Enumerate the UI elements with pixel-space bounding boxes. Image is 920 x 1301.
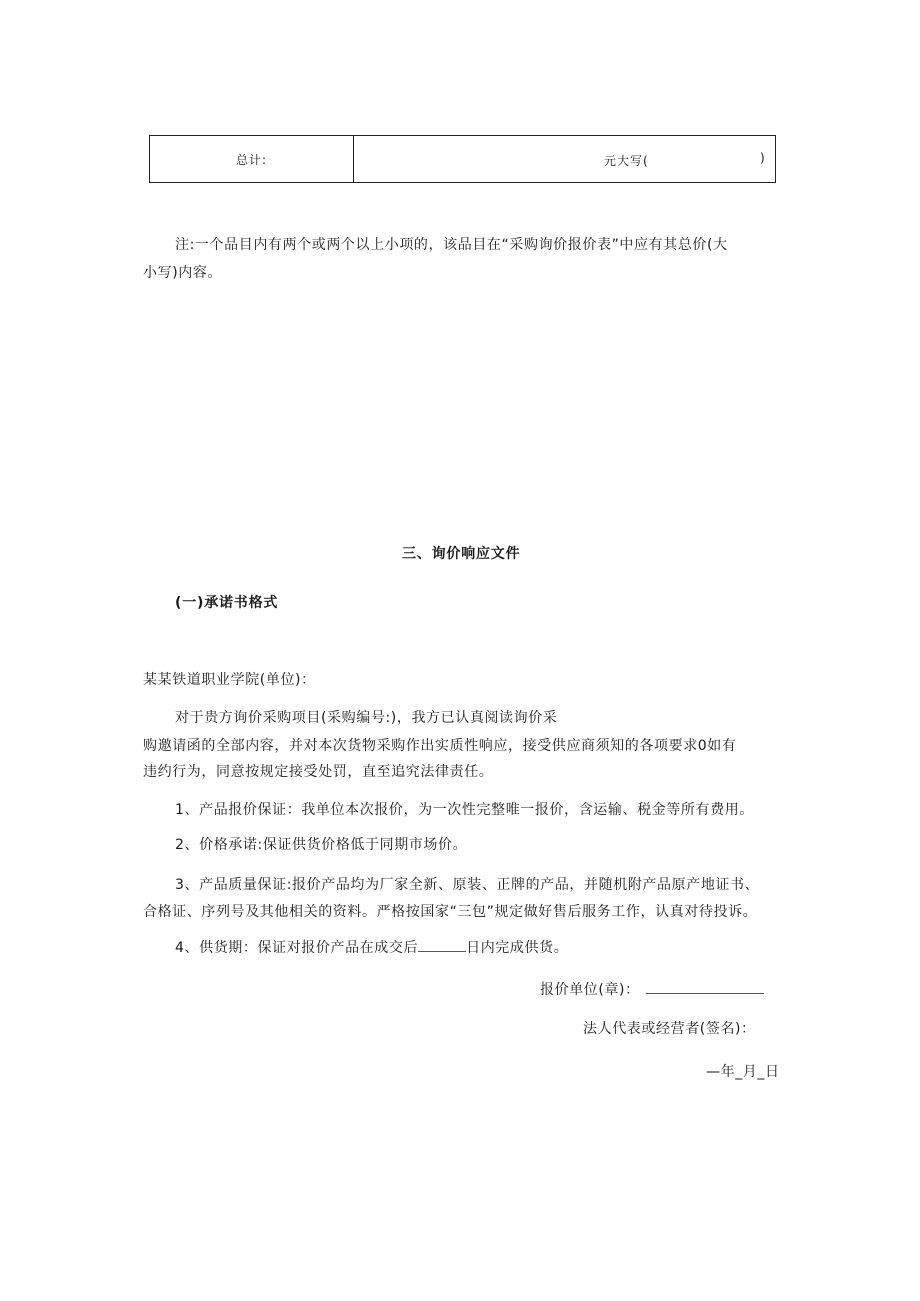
item-4-suffix: 日内完成供货。: [466, 940, 569, 956]
section-title: 三、询价响应文件: [402, 546, 521, 562]
legal-rep-label: 法人代表或经营者(签名)：: [583, 1021, 756, 1037]
letter-intro-line-3: 违约行为，同意按规定接受处罚，直至追究法律责任。: [143, 764, 494, 780]
letter-intro-line-2: 购邀请函的全部内容，并对本次货物采购作出实质性响应，接受供应商须知的各项要求0如有: [143, 738, 737, 754]
total-price-table: [149, 135, 776, 183]
amount-close-paren: ): [760, 151, 765, 165]
note-line-1: 注:一个品目内有两个或两个以上小项的，该品目在“采购询价报价表”中应有其总价(大: [175, 237, 728, 253]
subsection-title: (一)承诺书格式: [175, 595, 279, 611]
total-label-cell: [150, 136, 354, 182]
total-label: 总计:: [235, 152, 268, 167]
commitment-item-3-line-1: 3、产品质量保证:报价产品均为厂家全新、原装、正牌的产品，并随机附产品原产地证书、: [175, 877, 760, 893]
quote-unit-blank: [646, 993, 764, 994]
commitment-item-4: [175, 933, 568, 963]
delivery-days-blank: [418, 951, 466, 952]
quote-unit-line: [540, 975, 764, 1005]
item-4-prefix: 4、供货期：保证对报价产品在成交后: [175, 940, 419, 956]
commitment-item-1: 1、产品报价保证：我单位本次报价，为一次性完整唯一报价，含运输、税金等所有费用。: [175, 802, 754, 818]
commitment-item-2: 2、价格承诺:保证供货价格低于同期市场价。: [175, 837, 468, 853]
note-line-2: 小写)内容。: [143, 265, 223, 281]
commitment-item-3-line-2: 合格证、序列号及其他相关的资料。严格按国家“三包”规定做好售后服务工作，认真对待投诉。: [143, 904, 758, 920]
letter-addressee: 某某铁道职业学院(单位)：: [143, 672, 316, 688]
letter-intro-line-1: 对于贵方询价采购项目(采购编号:)，我方已认真阅读询价采: [175, 710, 558, 726]
amount-in-words-label: 元大写(: [604, 154, 649, 168]
quote-unit-label: 报价单位(章)：: [540, 982, 640, 998]
signature-date: —年_月_日: [706, 1064, 780, 1080]
total-amount-cell: [354, 136, 775, 182]
